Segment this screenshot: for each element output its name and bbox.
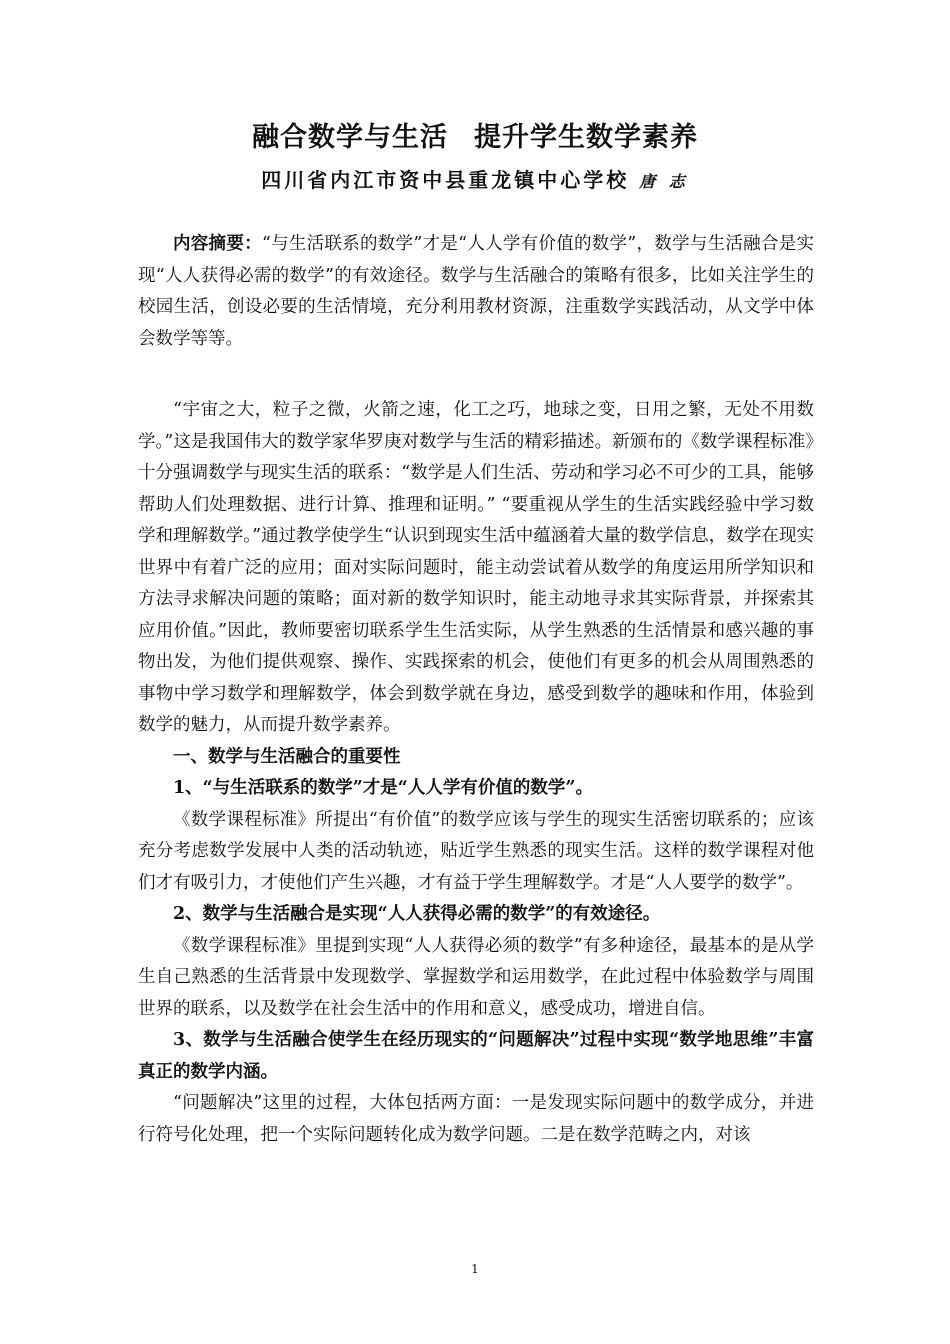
title-part-1: 融合数学与生活: [252, 122, 448, 153]
byline: [0, 164, 950, 193]
title-part-2: 提升学生数学素养: [474, 122, 698, 153]
main-body: [138, 395, 814, 1151]
byline-author: 唐 志: [639, 172, 689, 191]
point-3-heading: 3、数学与生活融合使学生在经历现实的“问题解决”过程中实现“数学地思维”丰富真正的数学内涵。: [138, 1030, 814, 1082]
point-2-paragraph: 《数学课程标准》里提到实现“人人获得必须的数学”有多种途径，最基本的是从学生自己熟悉的生活背景中发现数学、掌握数学和运用数学，在此过程中体验数学与周围世界的联系，以及数学在社会生活中的作用和意义，感受成功，增进自信。: [138, 935, 814, 1019]
abstract-label: 内容摘要：: [173, 234, 262, 254]
abstract: [138, 229, 814, 355]
abstract-text: “与生活联系的数学”才是“人人学有价值的数学”，数学与生活融合是实现“人人获得必需的数学”的有效途径。数学与生活融合的策略有很多，比如关注学生的校园生活，创设必要的生活情境，充分利用教材资源，注重数学实践活动，从文学中体会数学等等。: [138, 234, 814, 349]
document-title: [0, 115, 950, 154]
abstract-paragraph: [138, 229, 814, 355]
point-2-heading: 2、数学与生活融合是实现“人人获得必需的数学”的有效途径。: [173, 904, 661, 924]
page-number: 1: [471, 1262, 479, 1276]
point-1-heading: 1、“与生活联系的数学”才是“人人学有价值的数学”。: [173, 778, 593, 798]
intro-paragraph: “宇宙之大，粒子之微，火箭之速，化工之巧，地球之变，日用之繁，无处不用数学。”这是我国伟大的数学家华罗庚对数学与生活的精彩描述。新颁布的《数学课程标准》十分强调数学与现实生活的联系：“数学是人们生活、劳动和学习必不可少的工具，能够帮助人们处理数据、进行计算、推理和证明。” “要重视从学生的生活实践经验中学习数学和理解数学。”通过教学使学生“认识到现实生活中蕴涵着大量的数学信息，数学在现实世界中有着广泛的应用；面对实际问题时，能主动尝试着从数学的角度运用所学知识和方法寻求解决问题的策略；面对新的数学知识时，能主动地寻求其实际背景，并探索其应用价值。”因此，教师要密切联系学生生活实际，从学生熟悉的生活情景和感兴趣的事物出发，为他们提供观察、操作、实践探索的机会，使他们有更多的机会从周围熟悉的事物中学习数学和理解数学，体会到数学就在身边，感受到数学的趣味和作用，体验到数学的魅力，从而提升数学素养。: [138, 400, 814, 735]
byline-school: 四川省内江市资中县重龙镇中心学校: [261, 168, 630, 192]
section-1-heading: 一、数学与生活融合的重要性: [173, 746, 401, 767]
point-1-paragraph: 《数学课程标准》所提出“有价值”的数学应该与学生的现实生活密切联系的；应该充分考虑数学发展中人类的活动轨迹，贴近学生熟悉的现实生活。这样的数学课程对他们才有吸引力，才使他们产生兴趣，才有益于学生理解数学。才是“人人要学的数学”。: [138, 809, 814, 893]
point-3-paragraph: “问题解决”这里的过程，大体包括两方面：一是发现实际问题中的数学成分，并进行符号化处理，把一个实际问题转化成为数学问题。二是在数学范畴之内，对该: [138, 1093, 814, 1145]
